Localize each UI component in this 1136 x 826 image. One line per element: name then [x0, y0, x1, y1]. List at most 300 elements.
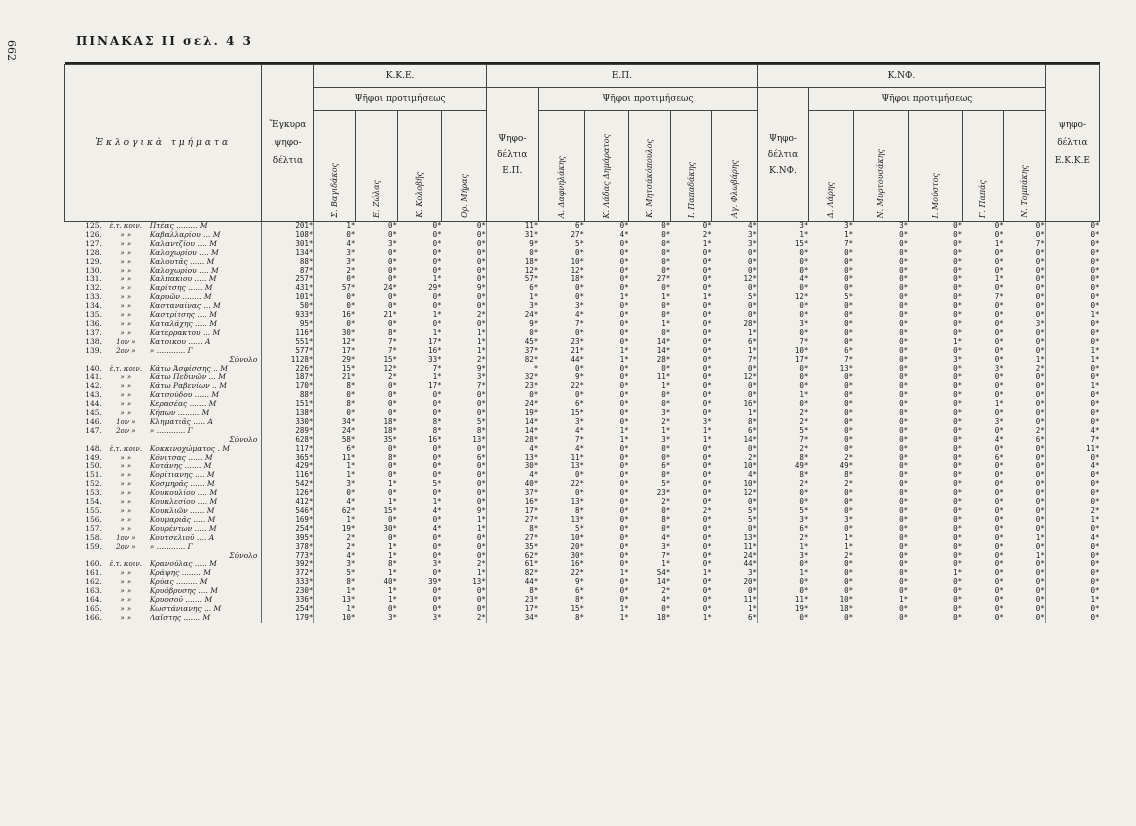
vote-cell: 3* — [661, 435, 671, 444]
vote-cell: 0* — [476, 596, 486, 605]
vote-cell: 0* — [661, 400, 671, 409]
vote-cell: 336* — [262, 596, 314, 605]
vote-cell: 19* — [758, 605, 809, 614]
district-name: Κρανούλας ..... Μ — [149, 560, 217, 569]
row-area-type: » » — [120, 373, 132, 382]
vote-cell: 0* — [619, 328, 629, 337]
vote-cell: 0* — [994, 515, 1004, 524]
vote-cell: 0* — [953, 533, 963, 542]
vote-cell: 20* — [570, 542, 585, 551]
vote-cell: 0* — [619, 596, 629, 605]
vote-cell: 10* — [839, 596, 854, 605]
vote-cell: 0* — [476, 533, 486, 542]
vote-cell: 0* — [758, 258, 809, 267]
row-area-type: » » — [120, 587, 132, 596]
vote-cell: 0* — [387, 489, 397, 498]
vote-cell: 0* — [953, 373, 963, 382]
vote-cell: 0* — [619, 462, 629, 471]
vote-cell: 0* — [1035, 391, 1045, 400]
vote-cell: 0* — [1045, 293, 1099, 302]
vote-cell: 16* — [743, 400, 758, 409]
vote-cell: 1* — [994, 400, 1004, 409]
row-area-type: » » — [120, 524, 132, 533]
vote-cell: 0* — [661, 248, 671, 257]
row-number: 132. — [85, 284, 102, 293]
vote-cell: 7* — [844, 355, 854, 364]
vote-cell: 0* — [953, 480, 963, 489]
vote-cell: 13* — [570, 498, 585, 507]
vote-cell: 0* — [432, 409, 442, 418]
row-number — [65, 356, 102, 365]
vote-cell: 1* — [387, 596, 397, 605]
vote-cell: 0* — [1035, 462, 1045, 471]
vote-cell: 0* — [476, 248, 486, 257]
vote-cell: 95* — [262, 320, 314, 329]
vote-cell: 0* — [844, 248, 854, 257]
vote-cell: 0* — [953, 248, 963, 257]
vote-cell: 0* — [844, 507, 854, 515]
vote-cell: 0* — [758, 382, 809, 391]
header-candidate: Δ. Λάρης — [808, 111, 853, 222]
vote-cell: 1* — [619, 435, 629, 444]
vote-cell: 88* — [262, 391, 314, 400]
vote-cell: 0* — [1035, 275, 1045, 284]
table-row — [65, 560, 1100, 569]
district-name: Καρίτσης ...... Μ — [149, 284, 213, 293]
vote-cell: 3* — [486, 302, 538, 311]
vote-cell: 0* — [314, 275, 356, 284]
vote-cell: 1* — [953, 569, 963, 578]
vote-cell: 15* — [314, 365, 356, 374]
row-area-type: » » — [120, 515, 132, 524]
vote-cell: 1* — [758, 543, 809, 552]
vote-cell: 3* — [574, 417, 585, 426]
table-row — [65, 454, 1100, 463]
district-name: Κάτω Πεδινῶν ... Μ — [149, 373, 226, 382]
vote-cell: 0* — [1045, 275, 1099, 284]
table-row — [65, 445, 1100, 454]
vote-cell: 9* — [486, 240, 538, 249]
district-name: Κορίτιανης .... Μ — [149, 471, 215, 480]
vote-cell: 34* — [486, 614, 538, 623]
vote-cell: 0* — [387, 293, 397, 302]
vote-cell: 0* — [953, 382, 963, 391]
vote-cell: 0* — [953, 239, 963, 248]
district-name: Καταλάχης ..... Μ — [149, 319, 218, 328]
vote-cell: 0* — [953, 551, 963, 560]
vote-cell: 0* — [899, 435, 909, 444]
vote-cell: 1* — [314, 462, 356, 471]
vote-cell: 30* — [383, 524, 397, 533]
vote-cell: 0* — [994, 507, 1004, 515]
vote-cell: 0* — [387, 248, 397, 257]
district-name: » ............ Γ — [149, 346, 193, 355]
vote-cell: 0* — [748, 587, 758, 596]
header-candidate: Ορ. Μήρας — [442, 111, 487, 222]
vote-cell: 0* — [953, 417, 963, 426]
row-number: 146. — [85, 417, 102, 426]
row-area-type: » » — [120, 453, 132, 462]
vote-cell: 0* — [748, 248, 758, 257]
vote-cell: 0* — [432, 391, 442, 400]
vote-cell: 0* — [844, 400, 854, 409]
vote-cell: 116* — [262, 471, 314, 480]
row-area-type: 2ον » — [116, 426, 136, 435]
vote-cell: 0* — [432, 293, 442, 302]
vote-cell: 0* — [661, 284, 671, 293]
header-knf-ballots: Ψηφο-δέλτια Κ.ΝΦ. — [758, 88, 809, 222]
vote-cell: 12* — [758, 293, 809, 302]
vote-cell: 0* — [476, 409, 486, 418]
vote-cell: 4* — [661, 596, 671, 605]
vote-cell: 1* — [758, 391, 809, 400]
vote-cell: 16* — [428, 346, 442, 355]
vote-cell: 6* — [1035, 435, 1045, 444]
vote-cell: 0* — [432, 604, 442, 613]
vote-cell: 13* — [472, 435, 486, 444]
vote-cell: 1* — [476, 346, 486, 355]
vote-cell: 0* — [1045, 489, 1099, 498]
table-row — [65, 427, 1100, 436]
vote-cell: 0* — [953, 515, 963, 524]
district-name: Κουκουλίου .... Μ — [149, 489, 218, 498]
vote-cell: 0* — [702, 266, 712, 275]
vote-cell: 0* — [1045, 338, 1099, 347]
vote-cell: 4* — [314, 498, 356, 507]
vote-cell: 57* — [314, 284, 356, 293]
district-name: Κουκλιῶν ...... Μ — [149, 507, 215, 515]
table-row — [65, 489, 1100, 498]
row-area-type: » » — [120, 266, 132, 275]
vote-cell: 2* — [314, 534, 356, 543]
vote-cell: 3* — [994, 364, 1004, 373]
vote-cell: 8* — [387, 328, 397, 337]
district-name: Πτέας ......... Μ — [149, 221, 208, 230]
vote-cell: 0* — [1045, 373, 1099, 382]
row-number: 166. — [85, 613, 102, 622]
vote-cell: 4* — [574, 426, 585, 435]
vote-cell: 0* — [476, 542, 486, 551]
vote-cell: 0* — [574, 391, 585, 400]
vote-cell: 2* — [661, 498, 671, 507]
vote-cell: 12* — [743, 373, 758, 382]
vote-cell: 11* — [743, 542, 758, 551]
header-knf: Κ.ΝΦ. — [758, 65, 1046, 88]
vote-cell: 1* — [619, 604, 629, 613]
vote-cell: 0* — [1035, 524, 1045, 533]
district-name: Καλαντζίου .... Μ — [149, 239, 217, 248]
vote-cell: 6* — [476, 453, 486, 462]
vote-cell: 0* — [994, 613, 1004, 622]
row-number: 131. — [85, 275, 102, 284]
vote-cell: 0* — [661, 364, 671, 373]
vote-cell: 0* — [387, 400, 397, 409]
vote-cell: 12* — [743, 489, 758, 498]
vote-cell: 4* — [1045, 462, 1099, 471]
header-knf-preference: Ψῆφοι προτιμήσεως — [808, 88, 1045, 111]
vote-cell: 1128* — [262, 356, 314, 365]
vote-cell: 0* — [844, 311, 854, 320]
district-name: Κληματιᾶς ..... Α — [149, 417, 213, 426]
vote-cell: 0* — [702, 382, 712, 391]
vote-cell: 0* — [702, 355, 712, 364]
vote-cell: 0* — [1035, 346, 1045, 355]
row-number: 128. — [85, 248, 102, 257]
vote-cell: 0* — [844, 266, 854, 275]
vote-cell: 1* — [432, 373, 442, 382]
row-area-type: » » — [120, 498, 132, 507]
vote-cell: 0* — [432, 515, 442, 524]
vote-cell: 0* — [619, 257, 629, 266]
district-name: Κοκκινοχώματος . Μ — [149, 444, 230, 453]
vote-cell: 1* — [476, 524, 486, 533]
table-row — [65, 418, 1100, 427]
vote-cell: 0* — [994, 498, 1004, 507]
district-name: Κουτσελιοῦ .... Α — [149, 533, 215, 542]
vote-cell: 3* — [314, 560, 356, 569]
vote-cell: 933* — [262, 311, 314, 320]
vote-cell: 138* — [262, 409, 314, 418]
vote-cell: 7* — [748, 355, 758, 364]
header-ep-preference: Ψῆφοι προτιμήσεως — [538, 88, 757, 111]
vote-cell: 0* — [994, 489, 1004, 498]
vote-cell: 0* — [1035, 498, 1045, 507]
vote-cell: 3* — [314, 480, 356, 489]
vote-cell: 24* — [314, 427, 356, 436]
vote-cell: 0* — [994, 444, 1004, 453]
vote-cell: 0* — [661, 230, 671, 239]
row-area-type: 1ον » — [116, 417, 136, 426]
vote-cell: 0* — [661, 311, 671, 320]
vote-cell: 0* — [994, 221, 1004, 230]
vote-cell: 8* — [748, 417, 758, 426]
vote-cell: 0* — [661, 444, 671, 453]
vote-cell: 50* — [262, 302, 314, 311]
vote-cell: 0* — [899, 346, 909, 355]
vote-cell: 0* — [387, 319, 397, 328]
vote-cell: 0* — [619, 284, 629, 293]
vote-cell: 10* — [758, 347, 809, 356]
vote-cell: 0* — [844, 560, 854, 569]
vote-cell: 3* — [758, 516, 809, 525]
vote-cell: 0* — [314, 320, 356, 329]
vote-cell: 0* — [432, 221, 442, 230]
vote-cell: 0* — [661, 604, 671, 613]
vote-cell: 0* — [432, 551, 442, 560]
row-area-type: » » — [120, 480, 132, 489]
vote-cell: 17* — [486, 507, 538, 516]
vote-cell: 0* — [702, 302, 712, 311]
vote-cell: 0* — [661, 221, 671, 230]
vote-cell: 2* — [476, 311, 486, 320]
vote-cell: 0* — [619, 337, 629, 346]
vote-cell: 0* — [994, 560, 1004, 569]
vote-cell: 0* — [994, 355, 1004, 364]
vote-cell: 0* — [994, 587, 1004, 596]
vote-cell: 0* — [994, 248, 1004, 257]
table-row — [65, 543, 1100, 552]
vote-cell: 49* — [758, 462, 809, 471]
table-row — [65, 480, 1100, 489]
row-number: 158. — [85, 533, 102, 542]
vote-cell: 2* — [758, 409, 809, 418]
vote-cell: 18* — [383, 426, 397, 435]
row-number: 134. — [85, 302, 102, 311]
vote-cell: 6* — [748, 613, 758, 622]
vote-cell: 0* — [1035, 515, 1045, 524]
table-row — [65, 498, 1100, 507]
vote-cell: 30* — [486, 462, 538, 471]
table-row — [65, 391, 1100, 400]
vote-cell: 0* — [899, 409, 909, 418]
vote-cell: 24* — [486, 311, 538, 320]
vote-cell: 3* — [432, 613, 442, 622]
vote-cell: 57* — [486, 275, 538, 284]
vote-cell: 0* — [899, 239, 909, 248]
row-number: 125. — [85, 221, 102, 230]
vote-cell: 24* — [383, 284, 397, 293]
vote-cell: 82* — [486, 356, 538, 365]
vote-cell: 18* — [570, 275, 585, 284]
vote-cell: 7* — [476, 382, 486, 391]
vote-cell: 1* — [748, 604, 758, 613]
vote-cell: 0* — [953, 275, 963, 284]
vote-cell: 0* — [1035, 409, 1045, 418]
vote-cell: 15* — [570, 604, 585, 613]
vote-cell: 0* — [1035, 578, 1045, 587]
row-area-type: 1ον » — [116, 337, 136, 346]
vote-cell: 0* — [953, 284, 963, 293]
vote-cell: 2* — [1045, 507, 1099, 516]
vote-cell: 0* — [387, 462, 397, 471]
vote-cell: 0* — [899, 382, 909, 391]
table-row — [65, 569, 1100, 578]
vote-cell: 8* — [574, 596, 585, 605]
vote-cell: 1* — [844, 533, 854, 542]
vote-cell: 4* — [574, 444, 585, 453]
vote-cell: * — [486, 365, 538, 374]
row-number: 149. — [85, 453, 102, 462]
vote-cell: 0* — [476, 498, 486, 507]
vote-cell: 1* — [748, 409, 758, 418]
vote-cell: 2* — [314, 267, 356, 276]
vote-cell: 0* — [899, 391, 909, 400]
vote-cell: 5* — [844, 293, 854, 302]
vote-cell: 35* — [383, 435, 397, 444]
header-candidate: Ν. Τομπάκης — [1004, 111, 1046, 222]
vote-cell: 429* — [262, 462, 314, 471]
vote-cell: 392* — [262, 560, 314, 569]
vote-cell: 0* — [476, 551, 486, 560]
vote-cell: 0* — [486, 391, 538, 400]
header-valid-ballots: Ἔγκυρα ψηφο-δέλτια — [262, 65, 314, 222]
vote-cell: 1* — [661, 560, 671, 569]
vote-cell: 0* — [758, 329, 809, 338]
vote-cell: 13* — [839, 364, 854, 373]
vote-cell: 30* — [570, 551, 585, 560]
vote-cell: 12* — [570, 266, 585, 275]
vote-cell: 170* — [262, 382, 314, 391]
vote-cell: 37* — [486, 489, 538, 498]
vote-cell: 1* — [387, 480, 397, 489]
vote-cell: 0* — [1035, 293, 1045, 302]
vote-cell: 11* — [570, 453, 585, 462]
vote-cell: 1* — [619, 293, 629, 302]
vote-cell: 0* — [476, 319, 486, 328]
vote-cell: 0* — [702, 275, 712, 284]
vote-cell: 0* — [844, 578, 854, 587]
vote-cell: 1* — [387, 551, 397, 560]
vote-cell: 0* — [758, 373, 809, 382]
vote-cell: 1* — [314, 222, 356, 231]
vote-cell: 0* — [476, 239, 486, 248]
row-number: 148. — [85, 444, 102, 453]
vote-cell: 1* — [619, 426, 629, 435]
vote-cell: 2* — [758, 480, 809, 489]
vote-cell: 0* — [387, 604, 397, 613]
vote-cell: 0* — [661, 302, 671, 311]
row-area-type: » » — [120, 293, 132, 302]
vote-cell: 2* — [844, 480, 854, 489]
table-row — [65, 249, 1100, 258]
district-name: Κήπων ......... Μ — [149, 409, 210, 418]
vote-cell: 27* — [570, 230, 585, 239]
vote-cell: 0* — [702, 515, 712, 524]
vote-cell: 1* — [1035, 533, 1045, 542]
vote-cell: 0* — [994, 578, 1004, 587]
vote-cell: 1* — [1045, 347, 1099, 356]
vote-cell: 0* — [432, 453, 442, 462]
vote-cell: 1* — [758, 569, 809, 578]
vote-cell: 0* — [844, 302, 854, 311]
vote-cell: 0* — [702, 373, 712, 382]
header-districts: Ἐκλογικὰ τμήματα — [65, 65, 262, 222]
vote-cell: 8* — [387, 453, 397, 462]
vote-cell: 372* — [262, 569, 314, 578]
vote-cell: 8* — [432, 417, 442, 426]
vote-cell: 0* — [661, 328, 671, 337]
district-name: Κερασέας ....... Μ — [149, 400, 217, 409]
vote-cell: 0* — [1045, 302, 1099, 311]
vote-cell: 16* — [570, 560, 585, 569]
district-name: Κοτάνης ....... Μ — [149, 462, 212, 471]
vote-cell: 0* — [619, 587, 629, 596]
vote-cell: 28* — [743, 319, 758, 328]
row-area-type: » » — [120, 382, 132, 391]
vote-cell: 0* — [476, 257, 486, 266]
vote-cell: 0* — [314, 409, 356, 418]
row-number: 147. — [85, 426, 102, 435]
row-area-type: » » — [120, 462, 132, 471]
vote-cell: 10* — [314, 614, 356, 623]
vote-cell: 1* — [661, 319, 671, 328]
vote-cell: 0* — [702, 257, 712, 266]
vote-cell: 8* — [844, 471, 854, 480]
vote-cell: 17* — [428, 337, 442, 346]
vote-cell: 0* — [432, 444, 442, 453]
vote-cell: 117* — [262, 445, 314, 454]
vote-cell: 4* — [1045, 534, 1099, 543]
vote-cell: 1* — [387, 498, 397, 507]
vote-cell: 15* — [383, 507, 397, 515]
vote-cell: 546* — [262, 507, 314, 516]
vote-cell: 8* — [314, 400, 356, 409]
vote-cell: 0* — [702, 391, 712, 400]
vote-cell: 0* — [899, 373, 909, 382]
vote-cell: 0* — [702, 480, 712, 489]
vote-cell: 0* — [1045, 569, 1099, 578]
vote-cell: 27* — [486, 534, 538, 543]
